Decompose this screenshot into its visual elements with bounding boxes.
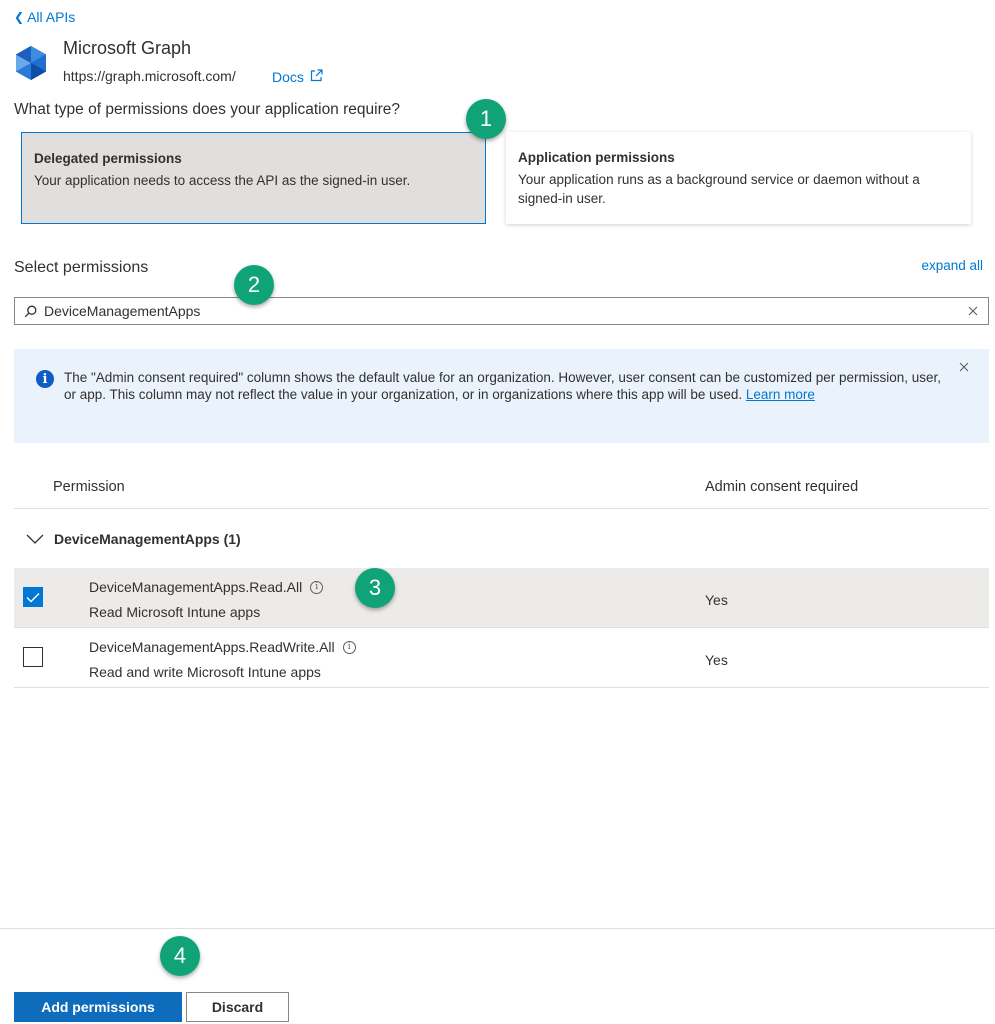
chevron-down-icon <box>16 534 54 544</box>
permission-name: DeviceManagementApps.Read.All <box>89 579 303 595</box>
row-divider <box>14 687 989 688</box>
table-row <box>14 568 989 627</box>
card-description: Your application runs as a background service or daemon without a signed-in user. <box>518 172 920 206</box>
card-title: Application permissions <box>518 150 675 165</box>
chevron-left-icon: ❮ <box>14 10 25 24</box>
permission-name: DeviceManagementApps.ReadWrite.All <box>89 639 335 655</box>
permission-description: Read and write Microsoft Intune apps <box>89 664 321 680</box>
header-divider <box>14 508 989 509</box>
info-icon: i <box>36 370 54 388</box>
microsoft-graph-logo-icon <box>14 45 48 81</box>
back-to-all-apis-link[interactable] <box>14 9 75 25</box>
select-permissions-label: Select permissions <box>14 259 149 276</box>
step-badge-2: 2 <box>234 265 274 305</box>
admin-consent-value: Yes <box>705 592 728 608</box>
search-input[interactable] <box>44 299 958 323</box>
permission-checkbox[interactable] <box>23 587 43 607</box>
permission-search-box <box>14 297 989 325</box>
permission-checkbox[interactable] <box>23 647 43 667</box>
permission-description: Read Microsoft Intune apps <box>89 604 261 620</box>
application-permissions-card[interactable] <box>506 132 971 224</box>
api-name: Microsoft Graph <box>63 38 192 58</box>
delegated-permissions-card[interactable] <box>21 132 486 224</box>
permission-name-cell <box>89 579 323 595</box>
step-badge-1: 1 <box>466 99 506 139</box>
permission-group-toggle[interactable] <box>14 510 989 567</box>
footer-divider <box>0 928 995 929</box>
clear-search-icon[interactable] <box>958 298 988 324</box>
docs-link-label: Docs <box>272 69 304 85</box>
admin-consent-value: Yes <box>705 652 728 668</box>
permission-name-cell <box>89 639 356 655</box>
admin-consent-info-bar <box>14 349 989 443</box>
external-link-icon <box>309 68 324 86</box>
info-icon[interactable]: i <box>343 641 356 654</box>
admin-consent-column-header: Admin consent required <box>705 479 859 495</box>
permission-column-header: Permission <box>53 479 125 495</box>
step-badge-3: 3 <box>355 568 395 608</box>
step-badge-4: 4 <box>160 936 200 976</box>
card-title: Delegated permissions <box>34 151 182 166</box>
add-permissions-button[interactable]: Add permissions <box>14 992 182 1022</box>
permission-type-question: What type of permissions does your application require? <box>14 101 400 118</box>
card-description: Your application needs to access the API as the signed-in user. <box>34 173 411 188</box>
permission-group-label: DeviceManagementApps (1) <box>54 530 241 547</box>
info-text: The "Admin consent required" column shows the default value for an organization. However, user consent can be customized per permission, user, or app. This column may not reflect the value in your organization, or in organizations where this app will be used. <box>64 370 942 402</box>
info-icon[interactable]: i <box>310 581 323 594</box>
expand-all-link[interactable]: expand all <box>921 258 983 273</box>
docs-link[interactable] <box>272 68 324 86</box>
close-icon[interactable] <box>957 360 973 376</box>
learn-more-link[interactable]: Learn more <box>745 387 815 402</box>
discard-button[interactable]: Discard <box>186 992 289 1022</box>
search-icon <box>15 298 45 324</box>
api-url: https://graph.microsoft.com/ <box>63 68 236 84</box>
info-message <box>64 369 944 403</box>
table-row <box>14 628 989 687</box>
back-link-label: All APIs <box>27 9 76 25</box>
